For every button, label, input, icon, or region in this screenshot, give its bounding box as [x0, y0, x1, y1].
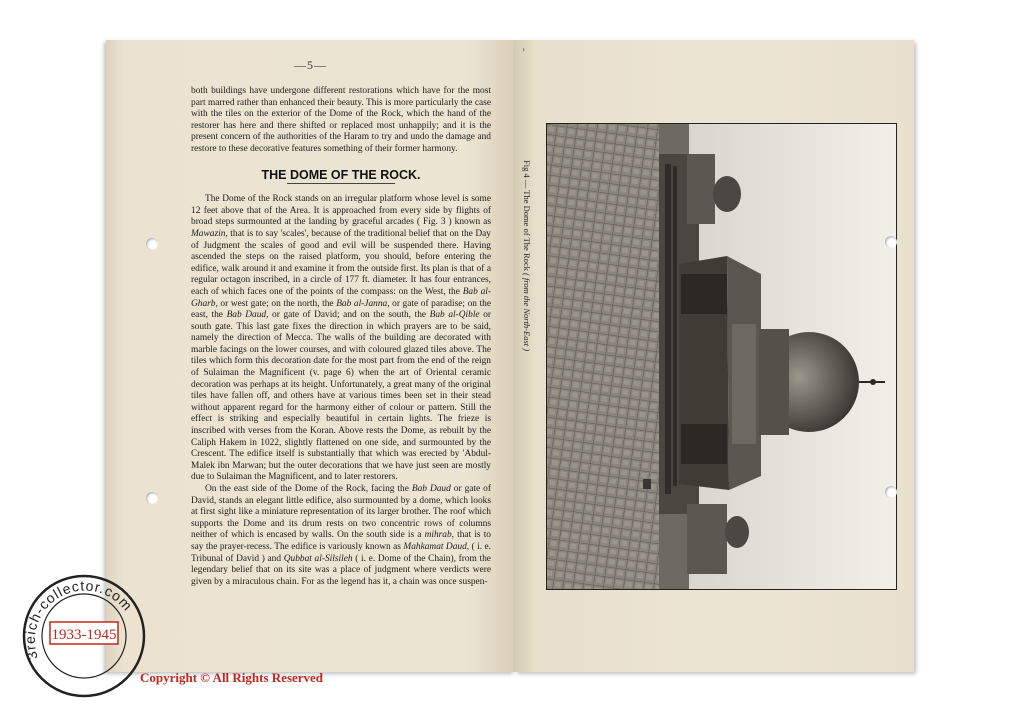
section-heading: THE DOME OF THE ROCK. [261, 167, 421, 182]
left-page-text [191, 86, 491, 588]
page-number: —5— [294, 58, 327, 72]
punch-hole-lower [146, 492, 158, 504]
intro-paragraph: both buildings have undergone different restorations which have for the most part marred rather than enhanced their beauty. This is more particularly the case with the tiles on the exterior of the Dome of the Rock, which the hand of the restorer has here and there shifted or replaced most unhappily; and it is the present concern of the authorities of the Haram to try and undo the damage and restore to these decorative features something of their former harmony. [191, 86, 491, 154]
dome-of-the-rock-photo [546, 123, 897, 590]
heading-rule [287, 183, 395, 184]
collector-stamp-logo [18, 566, 154, 702]
photo-caption: Fig 4 — The Dome of The Rock ( from the North-East ) [522, 160, 532, 352]
dome-description-paragraph: The Dome of the Rock stands on an irregular platform whose level is some 12 feet above that of the Area. It is approached from every side by flights of broad steps surmounted at the landing by graceful arcades ( Fig. 3 ) known as Mawazin, that is to say 'scales', because of the traditional belief that on the Day of Judgment the scales of good and evil will be suspended there. Having ascended the steps on the raised platform, you should, before entering the edifice, walk around it and examine it from the outside first. Its plan is that of a regular octagon inscribed, in a circle of 177 ft. diameter. It has four entrances, each of which faces one of the points of the compass: on the West, the Bab al-Gharb, or west gate; on the north, the Bab al-Janna, or gate of paradise; on the east, the Bab Daud, or gate of David; and on the south, the Bab al-Qible or south gate. This last gate fixes the direction in which prayers are to be said, namely the direction of Mecca. The walls of the building are decorated with marble facings on the lower courses, and with coloured glazed tiles above. The tiles which form this decoration date for the most part from the end of the reign of Sulaiman the Magnificent (v. page 6) when the art of Oriental ceramic decoration was perhaps at its height. Unfortunately, a great many of the original tiles have fallen off, and others have at various times been set in their stead without apparent regard for the harmony either of colour or pattern. Still the effect is striking and especially beautiful in certain lights. The frieze is inscribed with verses from the Koran. Above rests the Dome, as rebuilt by the Caliph Hakem in 1022, slightly flattened on one side, and surmounted by the Crescent. The edifice itself is substantially that which was erected by 'Abdul-Malek ibn Marwan; but the outer decorations that we have just seen are mostly due to Sulaiman the Magnificent, and to later restorers. [191, 194, 491, 483]
photo-illustration [547, 124, 896, 589]
punch-hole-upper-right [885, 236, 897, 248]
right-page [515, 40, 914, 672]
punch-hole-upper [146, 238, 158, 250]
corner-mark: › [522, 44, 525, 54]
dome-of-chain-paragraph: On the east side of the Dome of the Rock, facing the Bab Daud or gate of David, stands an elegant little edifice, also surmounted by a dome, which looks at first sight like a miniature representation of its larger brother. The roof which supports the Dome and its drum rests on two concentric rows of columns neither of which is encased by walls. On the south side is a mihrab, that is to say the prayer-recess. The edifice is variously known as Mahkamat Daud, ( i. e. Tribunal of David ) and Qubbat al-Silsileh ( i. e. Dome of the Chain), from the legendary belief that on its site was a place of judgment where verdicts were given by a miraculous chain. For as the legend has it, a chain was once suspen- [191, 484, 491, 587]
punch-hole-lower-right [885, 486, 897, 498]
stamp-arc-text: 3reich-collector.com [21, 577, 137, 662]
svg-text:3reich-collector.com [22, 577, 136, 661]
copyright-notice: Copyright © All Rights Reserved [140, 670, 324, 685]
open-booklet [106, 40, 914, 672]
stamp-years: 1933-1945 [51, 627, 117, 643]
left-page [106, 40, 515, 672]
